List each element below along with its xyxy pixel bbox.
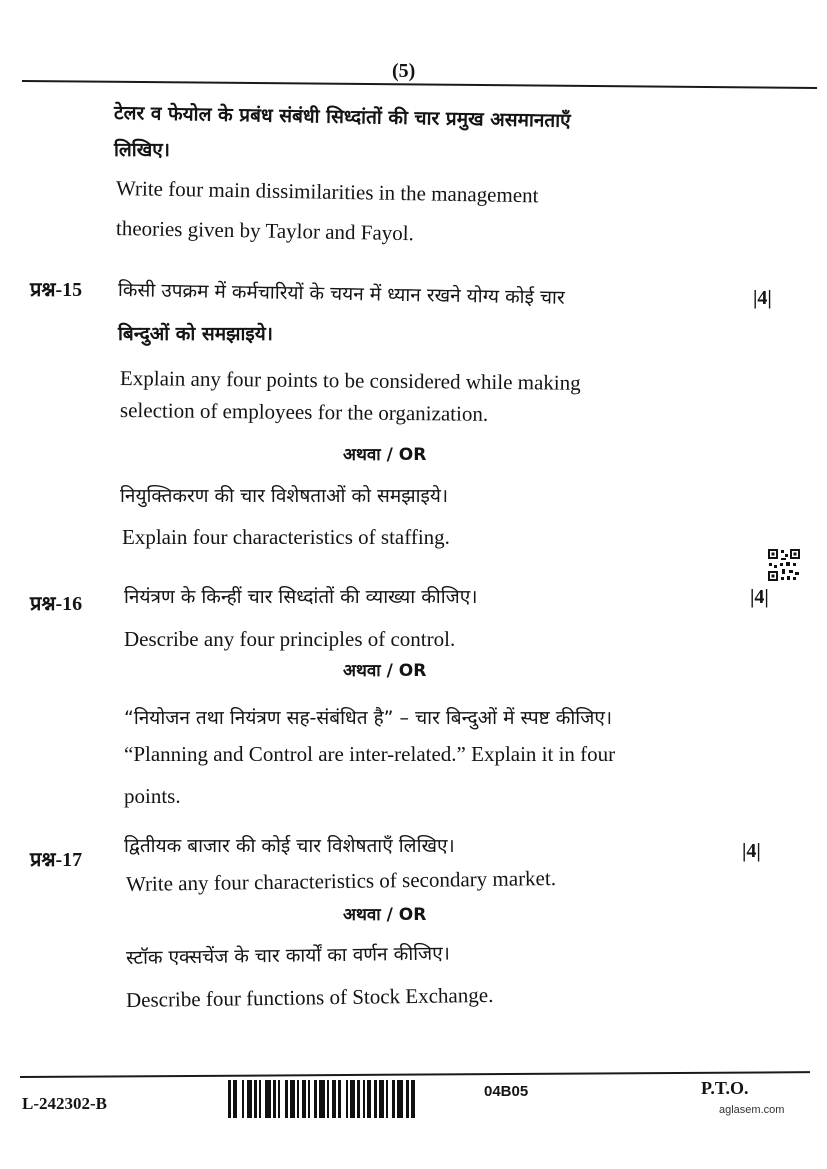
q17-hindi-line1: द्वितीयक बाजार की कोई चार विशेषताएँ लिखिए। xyxy=(124,835,455,857)
q17-or-label: अथवा / OR xyxy=(343,905,427,925)
q15-alt-hindi: नियुक्तिकरण की चार विशेषताओं को समझाइये। xyxy=(120,485,449,507)
q15-marks: |4| xyxy=(753,287,772,309)
q14-english-line1: Write four main dissimilarities in the management xyxy=(115,176,539,208)
q17-alt-english: Describe four functions of Stock Exchange. xyxy=(125,982,494,1012)
q17-english-line1: Write any four characteristics of secondary market. xyxy=(125,865,557,896)
q15-hindi-line1: किसी उपक्रम में कर्मचारियों के चयन में ध्यान रखने योग्य कोई चार xyxy=(117,279,565,309)
q16-marks: |4| xyxy=(750,586,769,608)
qr-code-icon xyxy=(767,548,801,582)
q16-or-label: अथवा / OR xyxy=(343,661,427,681)
center-code: 04B05 xyxy=(484,1083,529,1100)
pto-label: P.T.O. xyxy=(701,1078,749,1098)
q16-english-line1: Describe any four principles of control. xyxy=(124,627,456,651)
q15-alt-english: Explain four characteristics of staffing. xyxy=(122,525,450,549)
q16-hindi-line1: नियंत्रण के किन्हीं चार सिध्दांतों की व्याख्या कीजिए। xyxy=(124,586,478,608)
q16-alt-hindi: “नियोजन तथा नियंत्रण सह-संबंधित है” – चार बिन्दुओं में स्पष्ट कीजिए। xyxy=(124,707,613,729)
watermark-text: aglasem.com xyxy=(719,1104,785,1116)
q16-number: प्रश्न-16 xyxy=(30,593,83,615)
paper-code: L-242302-B xyxy=(22,1094,107,1113)
header-rule xyxy=(22,80,817,89)
q16-alt-english-line2: points. xyxy=(124,784,181,808)
q17-alt-hindi: स्टॉक एक्सचेंज के चार कार्यों का वर्णन कीजिए। xyxy=(125,942,451,969)
q14-hindi-line2: लिखिए। xyxy=(114,139,170,161)
q15-english-line1: Explain any four points to be considered while making xyxy=(119,366,581,395)
q16-alt-english-line1: “Planning and Control are inter-related.” Explain it in four xyxy=(124,742,616,766)
q15-hindi-line2: बिन्दुओं को समझाइये। xyxy=(118,323,273,345)
page-number: (5) xyxy=(392,60,416,82)
q14-hindi-line1: टेलर व फेयोल के प्रबंध संबंधी सिध्दांतों की चार प्रमुख असमानताएँ xyxy=(113,102,571,132)
footer-rule xyxy=(20,1071,810,1078)
q15-english-line2: selection of employees for the organization. xyxy=(119,398,489,426)
q15-or-label: अथवा / OR xyxy=(343,445,427,465)
q15-number: प्रश्न-15 xyxy=(30,279,83,301)
q17-marks: |4| xyxy=(742,840,761,862)
q14-english-line2: theories given by Taylor and Fayol. xyxy=(115,216,415,246)
barcode xyxy=(228,1080,450,1118)
q17-number: प्रश्न-17 xyxy=(30,849,83,871)
